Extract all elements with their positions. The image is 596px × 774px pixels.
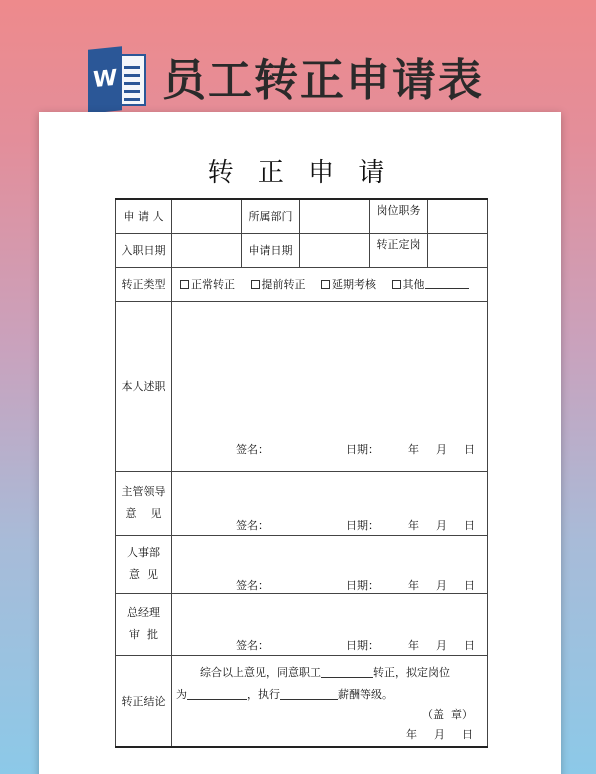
signature-row [174, 637, 485, 651]
supervisor-opinion-field[interactable] [172, 471, 488, 535]
date-label: 日期： [346, 518, 379, 532]
position-label: 岗位职务 [370, 199, 428, 233]
banner-title: 员工转正申请表 [162, 55, 484, 106]
join-date-label: 入职日期 [116, 233, 172, 267]
position-field[interactable] [428, 199, 488, 233]
month-label: 月 [436, 638, 447, 652]
year-label: 年 [408, 518, 419, 532]
applicant-label: 申 请 人 [116, 199, 172, 233]
conclusion-line1 [200, 664, 450, 680]
department-field[interactable] [300, 199, 370, 233]
checkbox-icon[interactable] [321, 280, 330, 289]
salary-grade-blank[interactable] [280, 688, 338, 700]
conclusion-text: 综合以上意见，同意职工 [200, 665, 321, 679]
conclusion-field[interactable] [172, 655, 488, 747]
hr-opinion-label [116, 535, 172, 593]
sign-label: 签名： [236, 578, 269, 592]
supervisor-opinion-label [116, 471, 172, 535]
date-label: 日期： [346, 578, 379, 592]
banner [0, 40, 596, 120]
signature-row [174, 517, 485, 531]
position-blank[interactable] [187, 688, 247, 700]
option-label: 其他 [402, 278, 425, 291]
conclusion-text: ，执行 [247, 687, 280, 701]
day-label: 日 [464, 578, 475, 592]
year-label: 年 [408, 638, 419, 652]
self-review-field[interactable] [172, 301, 488, 471]
checkbox-icon[interactable] [251, 280, 260, 289]
year-label: 年 [408, 442, 419, 456]
hr-opinion-field[interactable] [172, 535, 488, 593]
department-label: 所属部门 [242, 199, 300, 233]
conclusion-line2 [176, 686, 393, 702]
table-row [116, 301, 488, 471]
year-label: 年 [408, 578, 419, 592]
conclusion-text: 为 [176, 687, 187, 701]
table-row [116, 267, 488, 301]
sign-label: 签名： [236, 442, 269, 456]
gm-label-line1: 总经理 [127, 606, 160, 619]
month-label: 月 [434, 727, 445, 741]
checkbox-icon[interactable] [392, 280, 401, 289]
month-label: 月 [436, 442, 447, 456]
date-label: 日期： [346, 442, 379, 456]
form-title: 转 正 申 请 [207, 158, 393, 188]
apply-date-label: 申请日期 [242, 233, 300, 267]
year-label: 年 [406, 727, 417, 741]
employee-name-blank[interactable] [321, 666, 373, 678]
word-icon-badge: W [88, 46, 122, 114]
regularization-type-label: 转正类型 [116, 267, 172, 301]
regularization-type-options [172, 267, 488, 301]
other-blank[interactable] [425, 279, 469, 289]
application-form-table [115, 198, 488, 748]
regular-position-label: 转正定岗 [370, 233, 428, 267]
conclusion-text: 薪酬等级。 [338, 687, 393, 701]
date-label: 日期： [346, 638, 379, 652]
seal-label: （盖 章） [422, 707, 473, 721]
applicant-field[interactable] [172, 199, 242, 233]
table-row [116, 233, 488, 267]
supervisor-label-line2: 意 见 [125, 507, 162, 520]
hr-label-line2: 意 见 [129, 568, 158, 581]
month-label: 月 [436, 518, 447, 532]
join-date-field[interactable] [172, 233, 242, 267]
option-label: 正常转正 [191, 278, 235, 291]
table-row [116, 593, 488, 655]
gm-approval-label [116, 593, 172, 655]
self-review-label: 本人述职 [116, 301, 172, 471]
option-normal[interactable] [180, 276, 235, 292]
option-delayed[interactable] [321, 276, 376, 292]
signature-row [174, 577, 485, 591]
option-other[interactable] [392, 276, 469, 292]
option-label: 提前转正 [261, 278, 306, 291]
sign-label: 签名： [236, 638, 269, 652]
supervisor-label-line1: 主管领导 [121, 485, 166, 498]
month-label: 月 [436, 578, 447, 592]
gm-label-line2: 审 批 [129, 628, 158, 641]
conclusion-content [172, 656, 487, 746]
hr-label-line1: 人事部 [127, 546, 160, 559]
day-label: 日 [464, 518, 475, 532]
table-row [116, 199, 488, 233]
sign-label: 签名： [236, 518, 269, 532]
option-label: 延期考核 [332, 278, 376, 291]
day-label: 日 [462, 727, 473, 741]
option-early[interactable] [251, 276, 306, 292]
day-label: 日 [464, 442, 475, 456]
form-page [39, 112, 561, 774]
conclusion-label: 转正结论 [116, 655, 172, 747]
regular-position-field[interactable] [428, 233, 488, 267]
signature-row [174, 441, 485, 455]
table-row [116, 535, 488, 593]
checkbox-icon[interactable] [180, 280, 189, 289]
apply-date-field[interactable] [300, 233, 370, 267]
day-label: 日 [464, 638, 475, 652]
conclusion-text: 转正，拟定岗位 [373, 665, 450, 679]
gm-approval-field[interactable] [172, 593, 488, 655]
table-row [116, 655, 488, 747]
word-document-icon [88, 48, 146, 112]
table-row [116, 471, 488, 535]
